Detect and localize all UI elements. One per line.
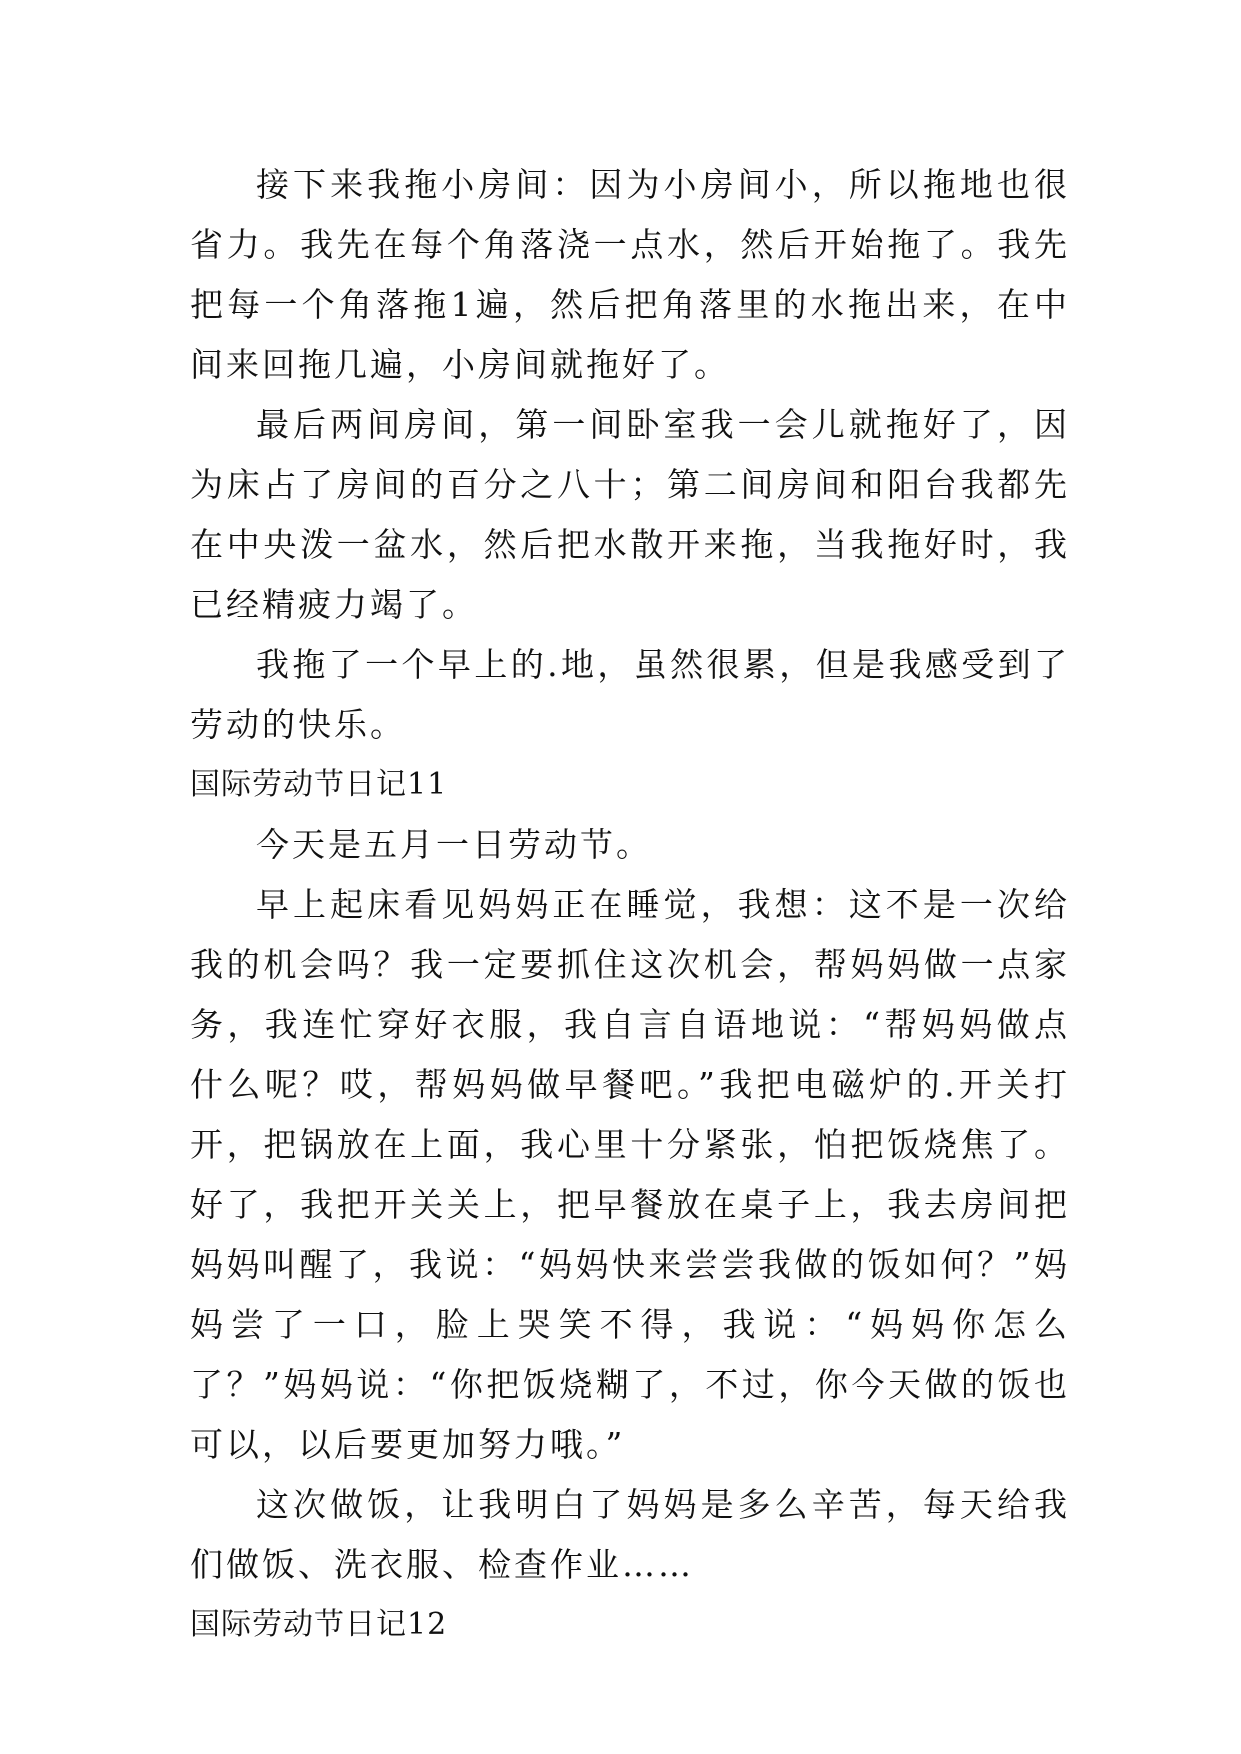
- paragraph: 今天是五月一日劳动节。: [256, 825, 652, 864]
- section-heading: 国际劳动节日记12: [190, 1607, 448, 1642]
- paragraph: 我拖了一个早上的.地，虽然很累，但是我感受到了劳动的快乐。: [190, 645, 1070, 744]
- paragraph: 接下来我拖小房间：因为小房间小，所以拖地也很省力。我先在每个角落浇一点水，然后开始拖了。我先把每一个角落拖1遍，然后把角落里的水拖出来，在中间来回拖几遍，小房间就拖好了。: [190, 165, 1070, 384]
- section-heading: 国际劳动节日记11: [190, 767, 448, 802]
- document-body: [190, 155, 1070, 1655]
- paragraph: 这次做饭，让我明白了妈妈是多么辛苦，每天给我们做饭、洗衣服、检查作业……: [190, 1485, 1070, 1584]
- paragraph: 最后两间房间，第一间卧室我一会儿就拖好了，因为床占了房间的百分之八十；第二间房间和阳台我都先在中央泼一盆水，然后把水散开来拖，当我拖好时，我已经精疲力竭了。: [190, 405, 1070, 624]
- paragraph: 早上起床看见妈妈正在睡觉，我想：这不是一次给我的机会吗？我一定要抓住这次机会，帮妈妈做一点家务，我连忙穿好衣服，我自言自语地说：“帮妈妈做点什么呢？哎，帮妈妈做早餐吧。”我把电磁炉的.开关打开，把锅放在上面，我心里十分紧张，怕把饭烧焦了。好了，我把开关关上，把早餐放在桌子上，我去房间把妈妈叫醒了，我说：“妈妈快来尝尝我做的饭如何？”妈妈尝了一口，脸上哭笑不得，我说：“妈妈你怎么了？”妈妈说：“你把饭烧糊了，不过，你今天做的饭也可以，以后要更加努力哦。”: [190, 885, 1070, 1464]
